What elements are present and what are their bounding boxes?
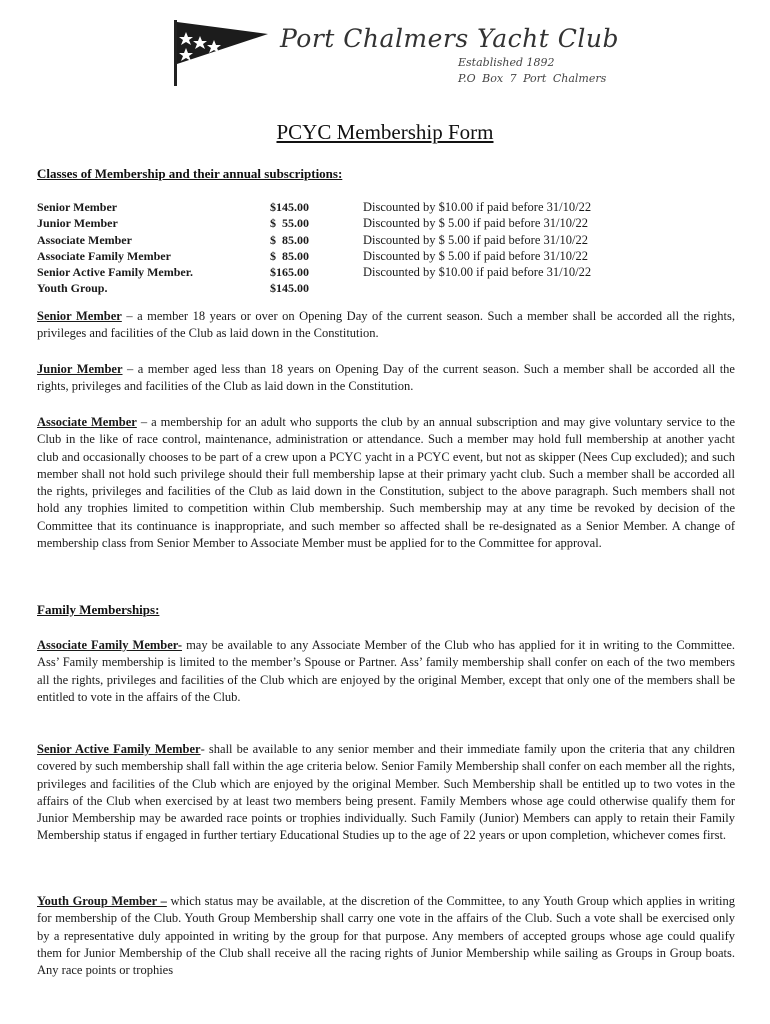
senior-member-paragraph <box>37 308 735 343</box>
fee-price: $ 55.00 <box>270 216 309 231</box>
fee-row <box>37 249 737 265</box>
letterhead <box>0 0 770 100</box>
senior-family-paragraph <box>37 741 735 845</box>
associate-family-paragraph <box>37 637 735 706</box>
fee-name: Associate Family Member <box>37 248 171 263</box>
junior-member-term: Junior Member <box>37 362 123 376</box>
youth-group-text: which status may be available, at the discretion of the Committee, to any Youth Group which applies in writing for membership of the Club. Youth Group Membership shall carry one vote in the affairs of the Club. Such a vote shall be exercised only by a representative duly appointed in writing by the group for that purpose. Any members of accepted groups whose age could qualify them for Junior Membership of the Club shall receive all the racing rights of Junior Membership while sailing as Groups in Group boats. Any race points or trophies <box>37 894 735 978</box>
associate-member-term: Associate Member <box>37 415 137 429</box>
youth-group-paragraph <box>37 893 735 979</box>
fee-row <box>37 265 737 281</box>
youth-group-term: Youth Group Member – <box>37 894 167 908</box>
associate-family-term: Associate Family Member- <box>37 638 183 652</box>
associate-member-paragraph <box>37 414 735 552</box>
senior-member-text: – a member 18 years or over on Opening Day of the current season. Such a member shall be accorded all the rights, privileges and facilities of the Club as laid down in the Constitution. <box>37 309 735 341</box>
fee-price: $145.00 <box>270 281 309 296</box>
fee-row <box>37 216 737 232</box>
fee-price: $165.00 <box>270 265 309 280</box>
page-title: PCYC Membership Form <box>276 120 494 144</box>
fee-discount: Discounted by $10.00 if paid before 31/10/22 <box>363 265 592 280</box>
fee-row <box>37 281 737 297</box>
junior-member-text: – a member aged less than 18 years on Opening Day of the current season. Such a member shall be accorded all the rights, privileges and facilities of the Club as laid down in the Constitution. <box>37 362 735 394</box>
fee-table <box>37 200 737 298</box>
fee-name: Youth Group. <box>37 281 108 296</box>
fee-price: $145.00 <box>270 200 309 214</box>
senior-family-text: - shall be available to any senior member and their immediate family upon the criteria that any children covered by such membership shall fall within the age criteria below. Senior Family Membership shall confer on each member all the rights, privileges and facilities of the Club which are enjoyed by the original Member. Such Membership shall be entitled up to two votes in the affairs of the Club when exercised by at least two members being present. Family Members whose age could otherwise qualify them for Junior Membership may be awarded race points or trophies individually. Such Family (Junior) Members can apply to retain their Family Membership status if engaged in further tertiary Educational Studies up to the age of 22 years or upon completion, whichever comes first. <box>37 742 735 843</box>
fee-name: Senior Active Family Member. <box>37 265 193 280</box>
fee-name: Senior Member <box>37 200 118 214</box>
burgee-flag-icon <box>170 18 270 88</box>
associate-member-text: – a membership for an adult who supports the club by an annual subscription and may give voluntary service to the Club in the like of race control, maintenance, administration or attendance. Such a member may hold full membership at another yacht club and occasionally chooses to be part of a crew upon a PCYC yacht in a PCYC event, but not as skipper (Nees Cup excluded); and such member shall not hold such privilege should their full membership lapse at their primary yacht club. Such a member shall be accorded all the rights, privileges and facilities of the Club as laid down in the Constitution, subject to the above paragraph. Such members shall not hold any trophies limited to competition within Club membership. Such membership may at any time be revoked by decision of the Committee that its continuance is inappropriate, and such member so affected shall be re-designated as a Senior Member. A change of membership class from Senior Member to Associate Member must be applied for to the Committee for approval. <box>37 415 735 551</box>
fee-row <box>37 233 737 249</box>
fee-discount: Discounted by $ 5.00 if paid before 31/10/22 <box>363 248 588 263</box>
family-memberships-heading: Family Memberships: <box>37 602 160 617</box>
fee-name: Junior Member <box>37 216 118 231</box>
fee-discount: Discounted by $ 5.00 if paid before 31/10/22 <box>363 232 588 247</box>
club-name: Port Chalmers Yacht Club <box>280 24 619 53</box>
established-line: Established 1892 <box>458 56 555 69</box>
associate-family-text: may be available to any Associate Member of the Club who has applied for it in writing to the Committee. Ass’ Family membership is limited to the member’s Spouse or Partner. Ass’ family membership shall confer on each of the two members all the rights, privileges and facilities of the Club which are enjoyed by the original Member, except that only one of the members shall be entitled to vote in the affairs of the Club. <box>37 638 735 704</box>
fee-price: $ 85.00 <box>270 232 309 247</box>
classes-heading: Classes of Membership and their annual subscriptions: <box>37 166 343 181</box>
senior-family-term: Senior Active Family Member <box>37 742 201 756</box>
senior-member-term: Senior Member <box>37 309 122 323</box>
fee-row <box>37 200 737 216</box>
fee-discount: Discounted by $10.00 if paid before 31/10/22 <box>363 200 592 214</box>
junior-member-paragraph <box>37 361 735 396</box>
fee-price: $ 85.00 <box>270 248 309 263</box>
fee-name: Associate Member <box>37 232 132 247</box>
address-line: P.O Box 7 Port Chalmers <box>458 72 607 85</box>
fee-discount: Discounted by $ 5.00 if paid before 31/10/22 <box>363 216 588 231</box>
